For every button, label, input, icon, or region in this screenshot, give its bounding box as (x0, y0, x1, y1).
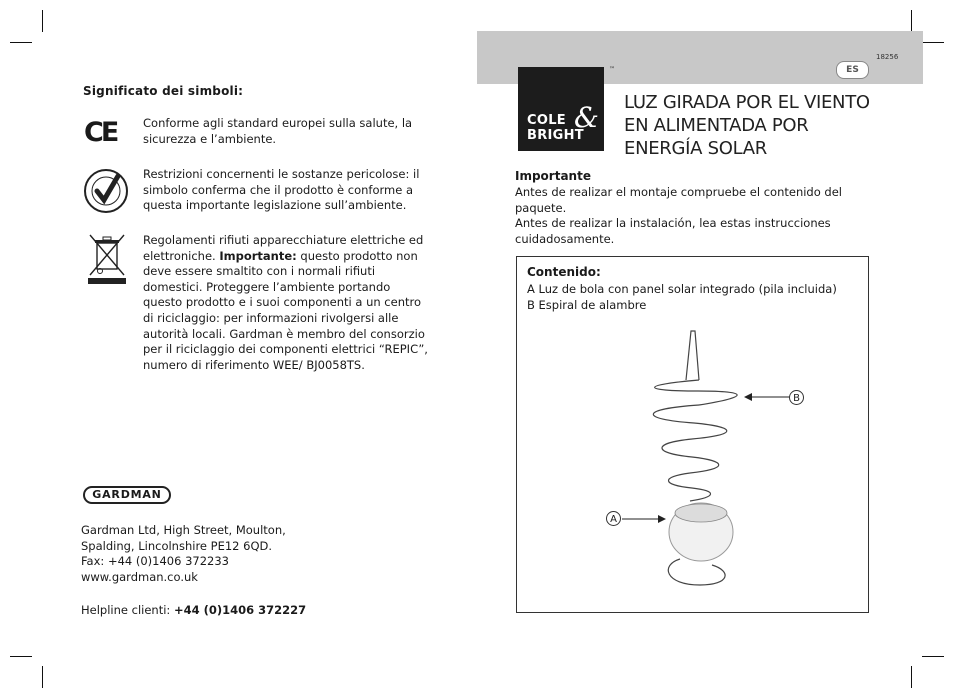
ce-icon: CE (84, 117, 117, 148)
trademark-mark: ™ (609, 66, 615, 73)
ce-description: Conforme agli standard europei sulla salute, la sicurezza e l’ambiente. (143, 116, 413, 146)
crop-mark (922, 42, 944, 43)
logo-word-bright: BRIGHT (527, 128, 584, 143)
crop-mark (42, 666, 43, 688)
title-line: EN ALIMENTADA POR (624, 115, 809, 136)
crop-mark (10, 42, 32, 43)
important-line: Antes de realizar el montaje compruebe el contenido del paquete. (515, 185, 842, 215)
address-line: Spalding, Lincolnshire PE12 6QD. (81, 538, 273, 553)
crop-mark (922, 656, 944, 657)
callout-b: B (789, 390, 804, 405)
contents-item-b: B Espiral de alambre (527, 298, 647, 312)
product-code: 18256 (876, 53, 899, 61)
weee-intro: Regolamenti rifiuti apparecchiature elettriche ed elettroniche. (143, 233, 424, 263)
crop-mark (911, 666, 912, 688)
symbols-heading: Significato dei simboli: (83, 84, 244, 98)
title-line: ENERGÍA SOLAR (624, 138, 767, 159)
important-text (515, 185, 865, 247)
rohs-compliant-icon (83, 168, 129, 218)
website-link[interactable]: www.gardman.co.uk (81, 569, 198, 584)
crop-mark (42, 10, 43, 32)
weee-description (143, 233, 428, 373)
cole-bright-logo (518, 66, 615, 151)
logo-word-cole: COLE (527, 113, 566, 128)
rohs-description: Restrizioni concernenti le sostanze pericolose: il simbolo conferma che il prodotto è conforme a questa importante legislazione sull’ambiente. (143, 167, 420, 213)
helpline-label: Helpline clienti: (81, 603, 171, 617)
contents-heading: Contenido: (527, 265, 601, 279)
gardman-logo: GARDMAN (83, 486, 171, 504)
product-illustration (600, 325, 830, 599)
helpline-number[interactable]: +44 (0)1406 372227 (173, 603, 307, 617)
fax-line: Fax: +44 (0)1406 372233 (81, 554, 229, 569)
crop-mark (10, 656, 32, 657)
title-line: LUZ GIRADA POR EL VIENTO (624, 92, 870, 113)
weee-body: questo prodotto non deve essere smaltito con i normali rifiuti domestici. Proteggere l’ambiente portando questo prodotto e i suoi componenti a un centro di riciclaggio: per informazioni rivolgersi alle autorità locali. Gardman è membro del consorzio per il riciclaggio dei componenti elettrici “REPIC”, numero di riferimento WEE/ BJ0058TS. (143, 248, 428, 372)
product-title (624, 91, 894, 160)
important-heading: Importante (515, 169, 591, 183)
language-badge: ES (836, 61, 869, 79)
callout-a: A (606, 511, 621, 526)
weee-important-label: Importante: (219, 248, 297, 263)
address-block (81, 523, 286, 585)
crop-mark (911, 10, 912, 32)
contents-item-a: A Luz de bola con panel solar integrado (pila incluida) (527, 282, 837, 296)
address-line: Gardman Ltd, High Street, Moulton, (81, 523, 286, 537)
helpline (81, 603, 306, 617)
important-line: Antes de realizar la instalación, lea estas instrucciones cuidadosamente. (515, 216, 831, 246)
weee-bin-icon (86, 233, 128, 291)
logo-ampersand: & (574, 101, 599, 134)
